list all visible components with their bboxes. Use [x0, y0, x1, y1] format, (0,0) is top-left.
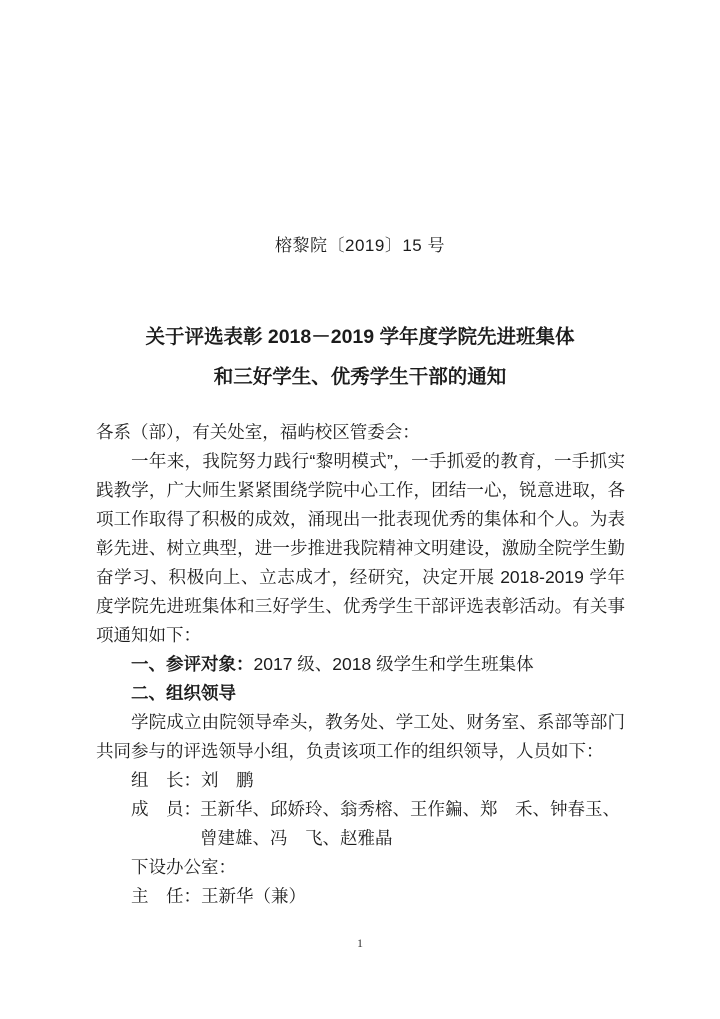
members-names — [200, 795, 625, 853]
office-director-line — [96, 882, 625, 911]
doc-title — [50, 326, 670, 388]
group-leader-line — [96, 766, 625, 795]
doc-title-line1: 关于评选表彰 2018－2019 学年度学院先进班集体 — [145, 326, 575, 348]
section-1-line — [96, 650, 625, 679]
page-number: 1 — [357, 936, 363, 950]
office-director-label: 主 任： — [131, 886, 201, 906]
members-line — [96, 795, 625, 853]
doc-body — [96, 418, 625, 911]
members-names-line2: 曾建雄、冯 飞、赵雅晶 — [200, 828, 393, 848]
doc-title-line2: 和三好学生、优秀学生干部的通知 — [213, 366, 507, 388]
section-2-label: 二、组织领导 — [131, 683, 236, 703]
members-names-line1: 王新华、邱娇玲、翁秀榕、王作鍽、郑 禾、钟春玉、 — [200, 799, 620, 819]
section-2-paragraph: 学院成立由院领导牵头，教务处、学工处、财务室、系部等部门共同参与的评选领导小组，负责该项工作的组织领导，人员如下： — [96, 712, 625, 761]
intro-paragraph: 一年来，我院努力践行“黎明模式”，一手抓爱的教育，一手抓实践教学，广大师生紧紧围绕学院中心工作，团结一心，锐意进取，各项工作取得了积极的成效，涌现出一批表现优秀的集体和个人。为表彰先进、树立典型，进一步推进我院精神文明建设，激励全院学生勤奋学习、积极向上、立志成才，经研究，决定开展 2018-2019 学年度学院先进班集体和三好学生、优秀学生干部评选表彰活动。有关事项通知如下： — [96, 451, 625, 645]
group-leader-name: 刘 鹏 — [201, 770, 254, 790]
group-leader-label: 组 长： — [131, 770, 201, 790]
salutation: 各系（部），有关处室，福屿校区管委会： — [96, 422, 420, 442]
office-director-name: 王新华（兼） — [201, 886, 306, 906]
section-1-text: 2017 级、2018 级学生和学生班集体 — [253, 654, 534, 674]
section-1-label: 一、参评对象： — [131, 654, 254, 674]
office-heading: 下设办公室： — [131, 857, 236, 877]
doc-reference-number: 榕黎院〔2019〕15 号 — [275, 236, 445, 255]
members-label: 成 员： — [131, 799, 201, 819]
